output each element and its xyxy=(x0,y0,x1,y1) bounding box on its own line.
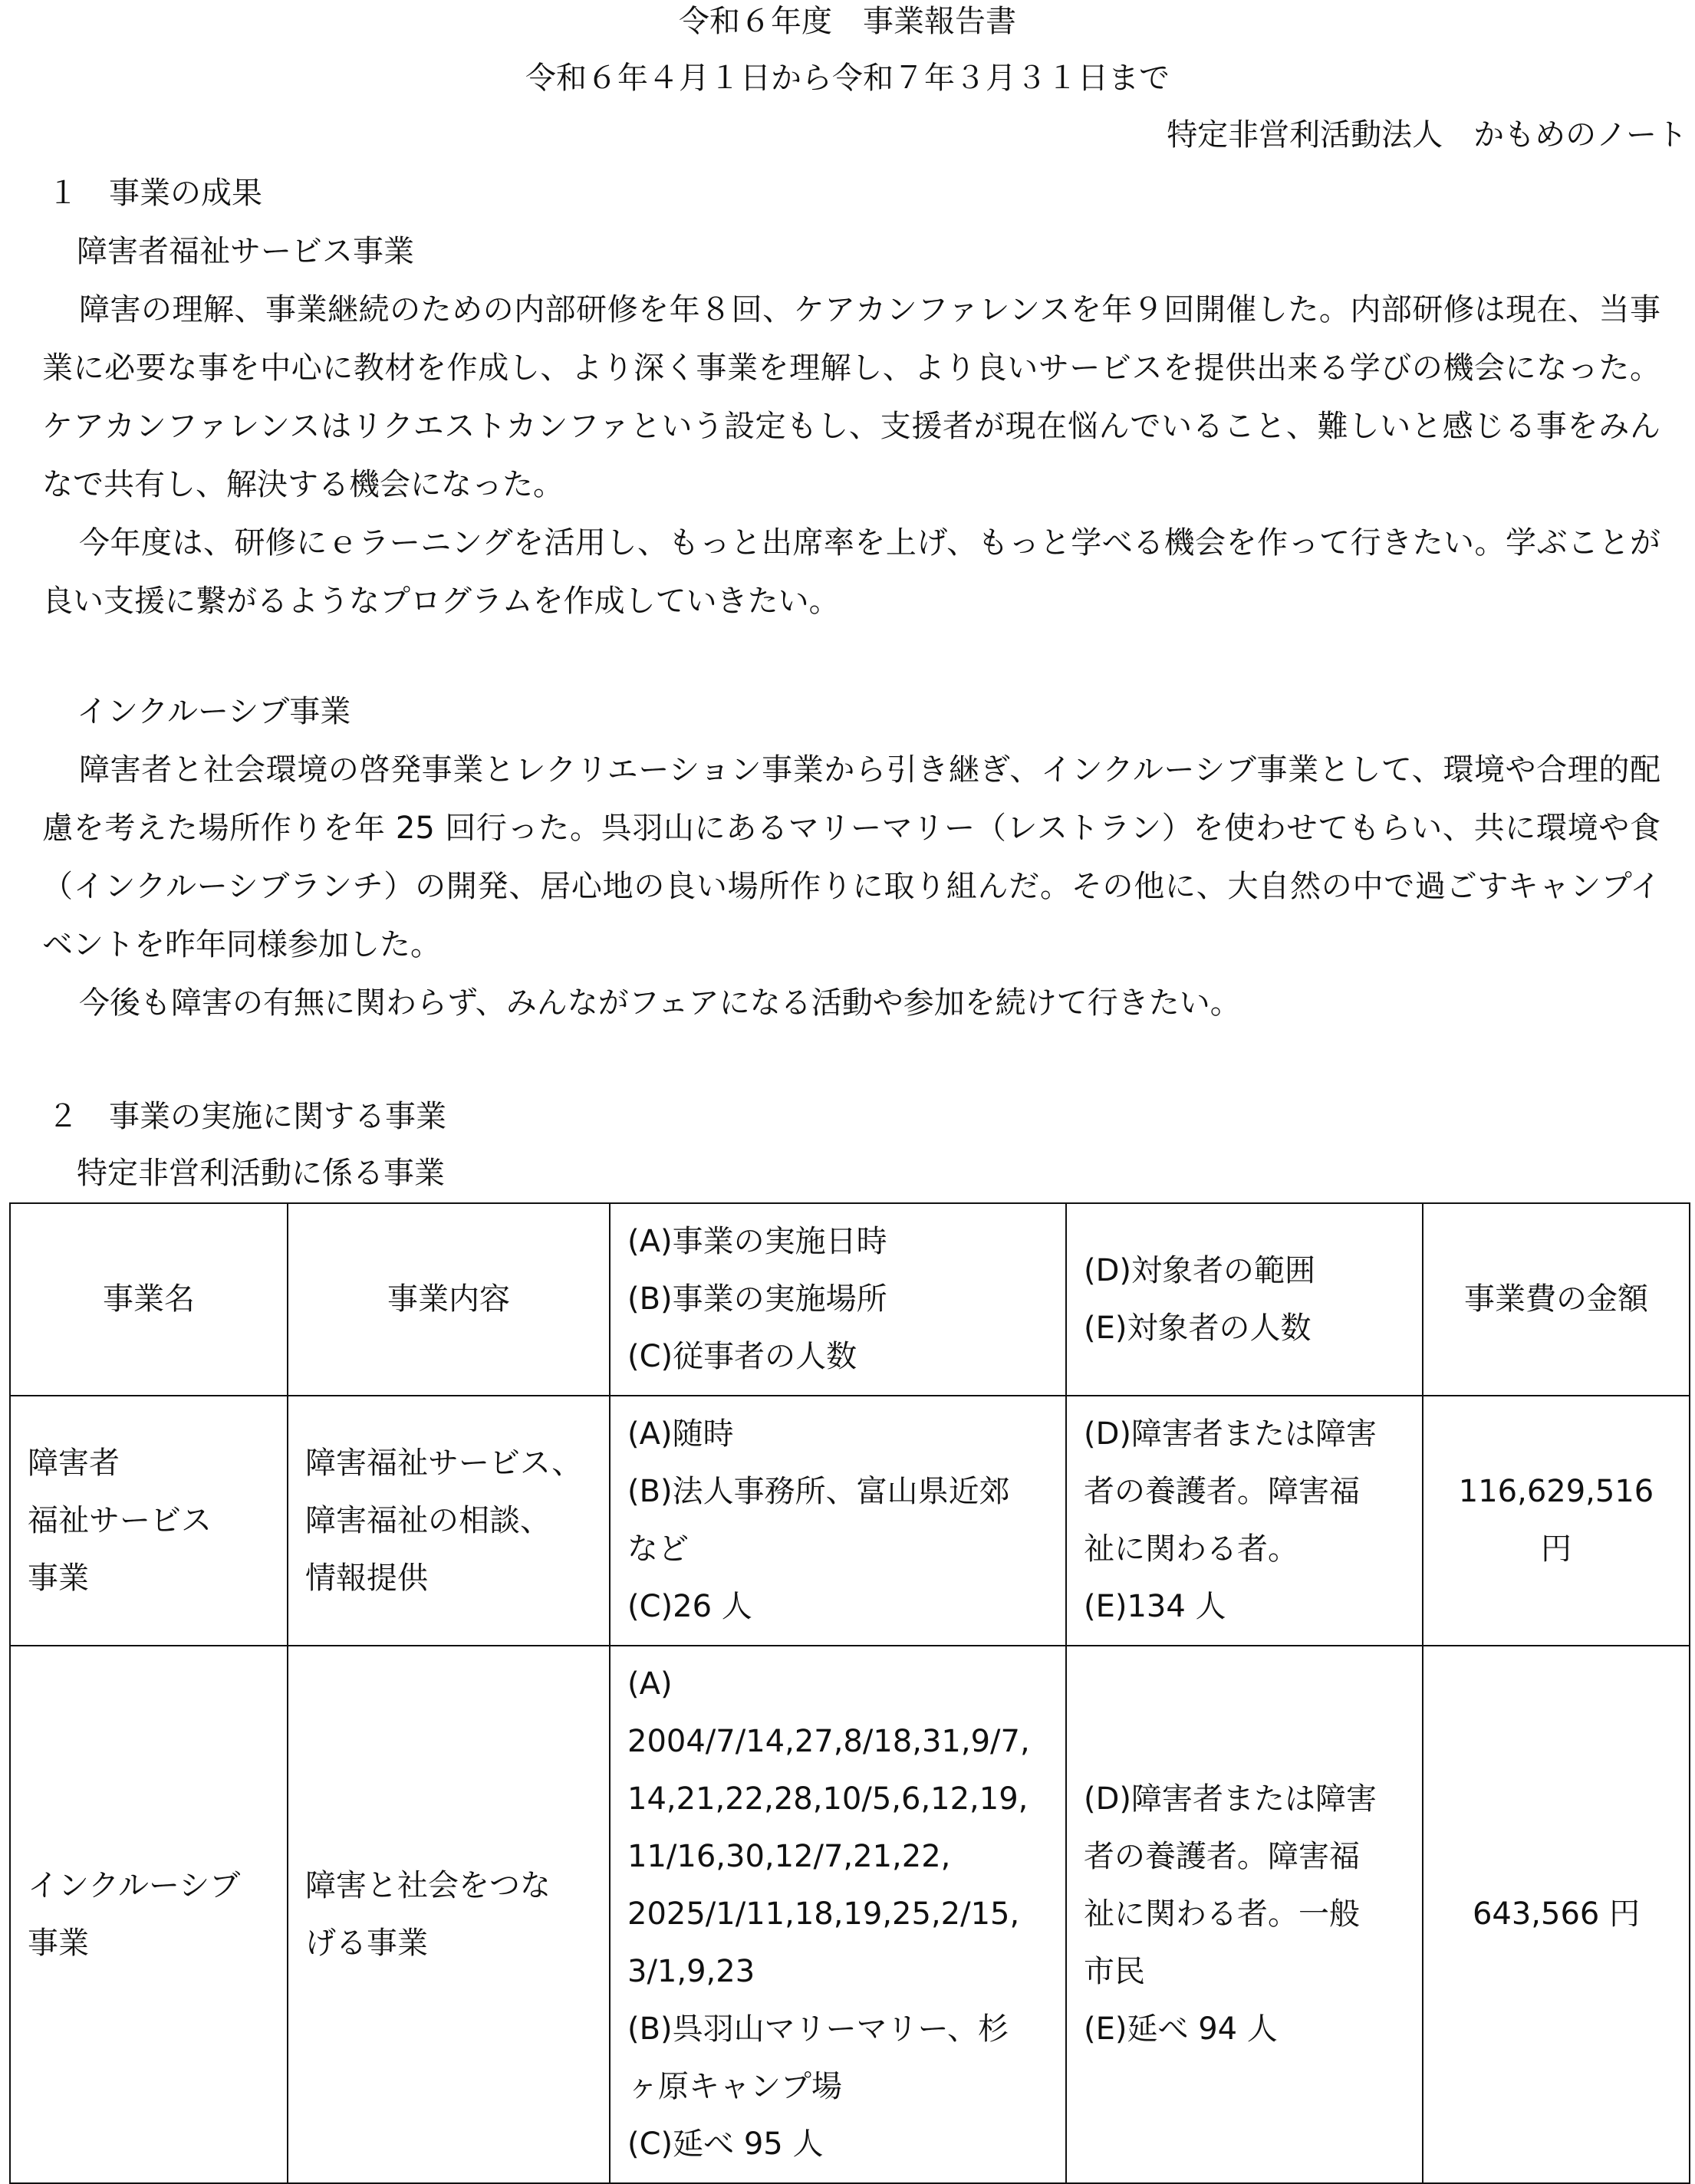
project-table xyxy=(9,1202,1690,2184)
document-title: 令和６年度 事業報告書 xyxy=(679,4,1016,39)
row-project-content: 障害と社会をつな げる事業 xyxy=(288,1646,610,2183)
table-row xyxy=(10,1646,1690,2183)
inclusive-paragraph-2: 今後も障害の有無に関わらず、みんながフェアになる活動や参加を続けて行きたい。 xyxy=(79,985,1241,1021)
welfare-paragraph-2: 今年度は、研修にｅラーニングを活用し、もっと出席率を上げ、もっと学べる機会を作って行きたい。学ぶことが良い支援に繋がるようなプログラムを作成していきたい。 xyxy=(42,525,1660,619)
row-project-content: 障害福祉サービス、 障害福祉の相談、 情報提供 xyxy=(288,1396,610,1646)
header-project-name: 事業名 xyxy=(10,1203,288,1396)
row-target-scope-count: (D)障害者または障害 者の養護者。障害福 祉に関わる者。一般 市民 (E)延べ 94 人 xyxy=(1066,1646,1423,2183)
section1-heading: １ 事業の成果 xyxy=(48,176,262,211)
section2-heading: ２ 事業の実施に関する事業 xyxy=(48,1099,446,1134)
organization-name: 特定非営利活動法人 かもめのノート xyxy=(1167,117,1687,153)
row-project-cost: 643,566 円 xyxy=(1423,1646,1690,2183)
report-period: 令和６年４月１日から令和７年３月３１日まで xyxy=(525,61,1170,96)
table-header-row xyxy=(10,1203,1690,1396)
section2-subheading: 特定非営利活動に係る事業 xyxy=(77,1156,445,1191)
header-project-content: 事業内容 xyxy=(288,1203,610,1396)
table-row xyxy=(10,1396,1690,1646)
row-target-scope-count: (D)障害者または障害 者の養護者。障害福 祉に関わる者。 (E)134 人 xyxy=(1066,1396,1423,1646)
row-project-cost: 116,629,516 円 xyxy=(1423,1396,1690,1646)
welfare-subheading: 障害者福祉サービス事業 xyxy=(77,234,414,269)
inclusive-subheading: インクルーシブ事業 xyxy=(77,694,351,729)
row-date-place-staff: (A) 2004/7/14,27,8/18,31,9/7, 14,21,22,28,10/5,6,12,19, 11/16,30,12/7,21,22, 2025/1/11,18,19,25,2/15, 3/1,9,23 (B)呉羽山マリーマリー、杉 ヶ原キャンプ場 (C)延べ 95 人 xyxy=(610,1646,1066,2183)
header-date-place-staff: (A)事業の実施日時 (B)事業の実施場所 (C)従事者の人数 xyxy=(610,1203,1066,1396)
welfare-paragraph-1: 障害の理解、事業継続のための内部研修を年８回、ケアカンファレンスを年９回開催した。内部研修は現在、当事業に必要な事を中心に教材を作成し、より深く事業を理解し、より良いサービスを提供出来る学びの機会になった。ケアカンファレンスはリクエストカンファという設定もし、支援者が現在悩んでいること、難しいと感じる事をみんなで共有し、解決する機会になった。 xyxy=(42,292,1660,502)
row-project-name: 障害者 福祉サービス 事業 xyxy=(10,1396,288,1646)
row-date-place-staff: (A)随時 (B)法人事務所、富山県近郊 など (C)26 人 xyxy=(610,1396,1066,1646)
inclusive-paragraph-1: 障害者と社会環境の啓発事業とレクリエーション事業から引き継ぎ、インクルーシブ事業として、環境や合理的配慮を考えた場所作りを年 25 回行った。呉羽山にあるマリーマリー（レストラン）を使わせてもらい、共に環境や食（インクルーシブランチ）の開発、居心地の良い場所作りに取り組んだ。その他に、大自然の中で過ごすキャンプイベントを昨年同様参加した。 xyxy=(42,752,1660,962)
header-project-cost: 事業費の金額 xyxy=(1423,1203,1690,1396)
header-target-scope-count: (D)対象者の範囲 (E)対象者の人数 xyxy=(1066,1203,1423,1396)
row-project-name: インクルーシブ 事業 xyxy=(10,1646,288,2183)
